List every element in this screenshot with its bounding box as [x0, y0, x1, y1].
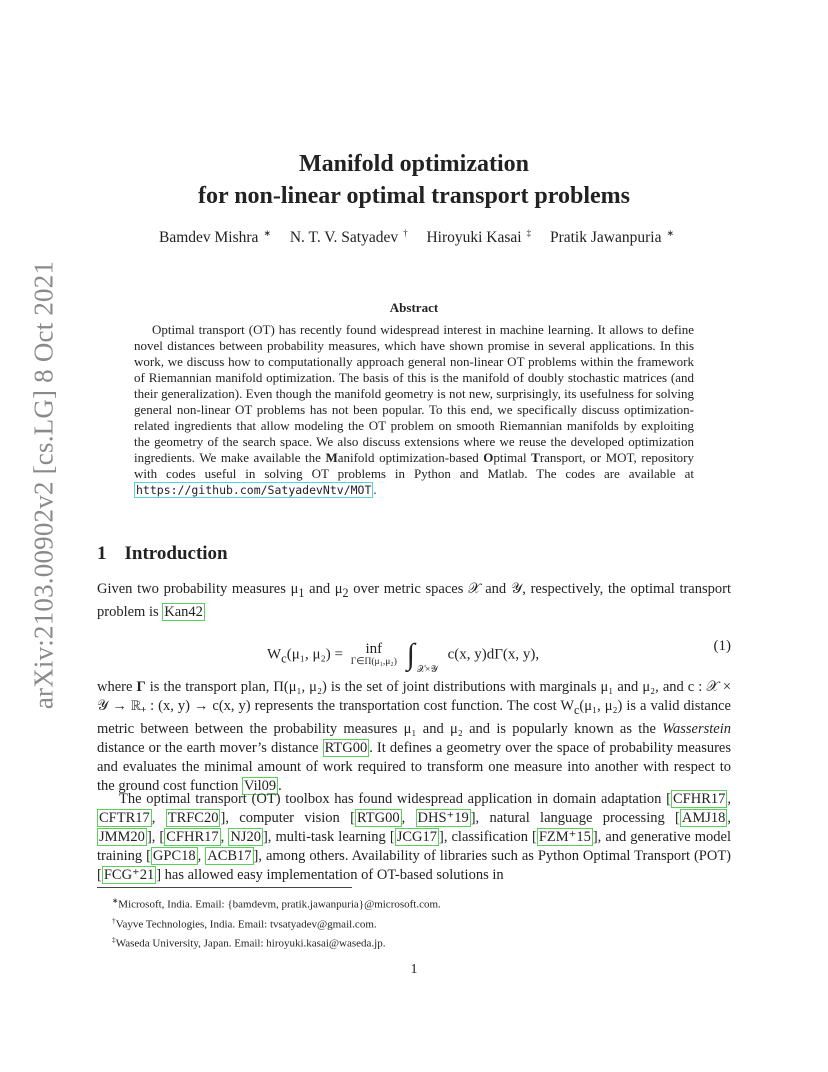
arxiv-sidebar: [28, 260, 59, 710]
abstract-text: ptimal: [493, 450, 532, 465]
intro-paragraph-1: [97, 580, 731, 622]
abstract-text: .: [373, 482, 377, 497]
abstract-bold-letter: M: [325, 450, 338, 465]
footnote-mark: ‡: [112, 935, 116, 945]
subscript: c: [281, 651, 287, 666]
inf-subscript: Γ∈Π(μ₁,μ₂): [350, 657, 397, 667]
paragraph-text: is the transport plan, Π(μ₁, μ₂) is the set of joint distributions with marginals μ₁ and μ₂, and c : 𝒳 × 𝒴 → ℝ₊ : (x, y) → c(x, y) represents the transportation cost function. The cost W: [97, 679, 732, 714]
math-symbol: Γ: [136, 679, 146, 695]
arxiv-identifier: arXiv:2103.00902v2 [cs.LG] 8 Oct 2021: [28, 260, 59, 710]
equation-formula: [267, 638, 539, 675]
footnote-text: Microsoft, India. Email: {bamdevm, pratik.jawanpuria}@microsoft.com.: [118, 898, 441, 911]
paragraph-text: ], natural language processing [: [470, 810, 680, 826]
abstract-text: Optimal transport (OT) has recently found widespread interest in machine learning. It allows to define novel distances between probability measures, which have shown promise in several applications. In this work, we discuss how to computationally approach general non-linear OT problems within the framework of Riemannian manifold optimization. The basis of this is the manifold of doubly stochastic matrices (and their generalization). Even though the manifold geometry is not new, surprisingly, its usefulness for solving general non-linear OT problems has not been popular. To this end, we specifically discuss optimization-related ingredients that allow modeling the OT problem on smooth Riemannian manifolds by exploiting the geometry of the search space. We also discuss extensions where we reuse the developed optimization ingredients. We make available the: [134, 322, 694, 465]
author-mark: ‡: [526, 228, 532, 238]
equation-lhs-args: (μ₁, μ₂) =: [286, 646, 343, 663]
section-title: Introduction: [124, 543, 228, 564]
citation-link[interactable]: CFHR17: [166, 829, 219, 845]
paragraph-text: distance or the earth mover’s distance: [97, 739, 323, 756]
footnote-mark: †: [112, 915, 116, 925]
paragraph-text: .: [278, 777, 282, 794]
citation-link[interactable]: FZM⁺15: [538, 829, 591, 845]
paragraph-text: ], [: [146, 829, 165, 845]
subscript: 2: [342, 585, 349, 600]
paragraph-text: ], among others. Availability of libraries such as Python Optimal Transport (POT) [: [97, 848, 732, 883]
paragraph-text: where: [97, 679, 137, 695]
abstract-bold-letter: O: [483, 450, 494, 465]
subscript: 1: [298, 585, 305, 600]
citation-link[interactable]: AMJ18: [681, 810, 726, 826]
footnote-text: Waseda University, Japan. Email: hiroyuki.kasai@waseda.jp.: [115, 937, 386, 950]
footnote-text: Vayve Technologies, India. Email: tvsatyadev@gmail.com.: [115, 918, 377, 931]
citation-link[interactable]: RTG00: [324, 739, 368, 756]
inf-operator: inf: [365, 641, 383, 657]
title-line-1: Manifold optimization: [298, 151, 529, 177]
footnote-mark: ∗: [112, 896, 119, 905]
citation-link[interactable]: JCG17: [396, 829, 437, 845]
paragraph-text: The optimal transport (OT) toolbox has found widespread application in domain adaptation [: [119, 791, 671, 807]
emphasis: Wasserstein: [662, 720, 731, 737]
citation-link[interactable]: Kan42: [164, 603, 203, 620]
abstract-body: [134, 322, 694, 498]
paragraph-text: ], multi-task learning [: [262, 829, 395, 845]
author-name: Bamdev Mishra: [158, 229, 259, 247]
section-heading: [97, 543, 228, 565]
abstract-heading: Abstract: [389, 300, 439, 315]
abstract-text: anifold optimization-based: [337, 450, 484, 465]
paragraph-text: ], computer vision [: [220, 810, 355, 826]
author-mark: ∗: [263, 228, 271, 238]
integral-sign: ∫: [406, 638, 415, 671]
paragraph-text: (μ₁, μ₂) is a valid distance metric between between the probability measures μ₁ and μ₂ and is popularly known as the: [97, 698, 731, 737]
footnotes: [112, 893, 732, 952]
citation-link[interactable]: GPC18: [152, 848, 196, 864]
author-name: N. T. V. Satyadev: [289, 229, 399, 247]
paragraph-text: over metric spaces 𝒳 and 𝒴, respectively, the optimal transport problem is: [97, 581, 731, 620]
paragraph-text: ] has allowed easy implementation of OT-based solutions in: [156, 867, 504, 883]
author: [421, 229, 531, 246]
paragraph-text: and μ: [304, 581, 343, 597]
citation-link[interactable]: NJ20: [230, 829, 261, 845]
paragraph-text: ], classification [: [438, 829, 537, 845]
citation-link[interactable]: ACB17: [207, 848, 252, 864]
equation-lhs: W: [267, 646, 282, 663]
intro-paragraph-2: [97, 678, 731, 796]
paragraph-text: . It defines a geometry over the space of probability measures and evaluates the minimal amount of work required to transform one measure into another with respect to the ground cost function: [97, 739, 731, 794]
intro-paragraph-3: The optimal transport (OT) toolbox has found widespread application in domain adaptation [ CFHR17 , CFTR17 , TRFC20 ], computer vision [ RTG00 , DHS⁺19 ], natural language processing [ AMJ18 , JMM20 ], [ CFHR17 , NJ20 ], multi-task learning [ JCG17 ], classification [ FZM⁺15 ], and generative model training [ GPC18 , ACB17 ], among others. Availability of libraries such as Python Optimal Transport (POT) [ FCG⁺21 ] has allowed easy implementation of OT-based solutions in: [97, 791, 732, 883]
footnote-divider: [97, 887, 352, 888]
citation-link[interactable]: JMM20: [99, 829, 145, 845]
author: [545, 229, 674, 246]
footnote: [112, 893, 732, 913]
citation-link[interactable]: CFHR17: [672, 791, 726, 807]
citation-link[interactable]: DHS⁺19: [417, 810, 469, 826]
citation-link[interactable]: CFTR17: [99, 810, 150, 826]
page-number: 1: [410, 962, 418, 977]
paragraph-text: Given two probability measures μ: [97, 581, 299, 597]
author-name: Pratik Jawanpuria: [549, 229, 662, 247]
footnote: [112, 913, 732, 933]
author-mark: ∗: [666, 228, 674, 238]
paragraph-text: ], and generative model training [: [97, 829, 731, 864]
equation-number: (1): [713, 638, 731, 654]
citation-link[interactable]: RTG00: [356, 810, 400, 826]
title-line-2: for non-linear optimal transport problems: [197, 183, 630, 209]
author-name: Hiroyuki Kasai: [426, 229, 522, 247]
subscript: c: [574, 702, 580, 717]
repository-link[interactable]: https://github.com/SatyadevNtv/MOT: [136, 483, 372, 497]
author-list: [0, 228, 828, 247]
citation-link[interactable]: FCG⁺21: [103, 867, 155, 883]
citation-link[interactable]: TRFC20: [167, 810, 219, 826]
equation-1: [97, 632, 731, 676]
equation-rhs: c(x, y)dΓ(x, y),: [447, 646, 540, 663]
author: [154, 229, 271, 246]
abstract-bold-letter: T: [531, 450, 540, 465]
paper-title: [0, 148, 828, 212]
abstract-text: ransport, or MOT, repository with codes useful in solving OT problems in Python and Matlab. The codes are available at: [134, 450, 695, 481]
footnote: [112, 932, 732, 952]
citation-link[interactable]: Vil09: [243, 777, 277, 794]
infimum: [351, 642, 397, 668]
integral-domain: 𝒳×𝒴: [416, 665, 438, 676]
section-number: 1: [97, 543, 107, 564]
author-mark: †: [403, 228, 408, 238]
author: [285, 229, 408, 246]
